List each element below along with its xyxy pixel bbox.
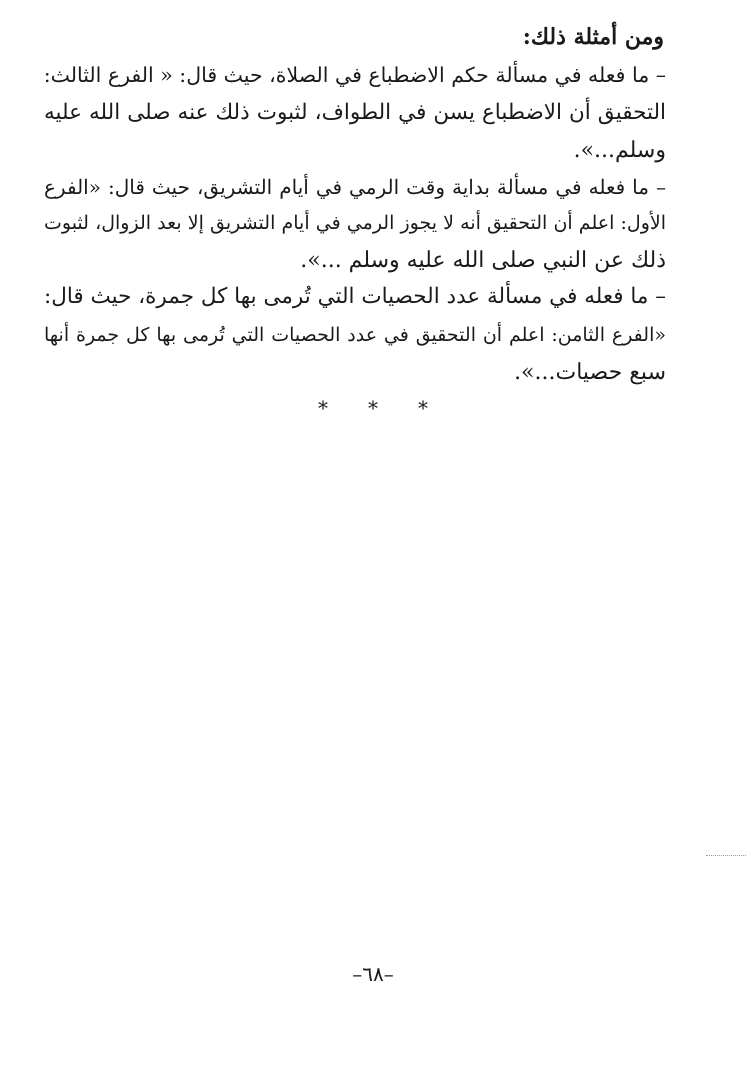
paragraph-3-line-1: – ما فعله في مسألة عدد الحصيات التي تُرمى بها كل جمرة، حيث قال: [43,284,666,309]
paragraph-1-line-1: – ما فعله في مسألة حكم الاضطباع في الصلاة، حيث قال: « الفرع الثالث: [43,63,666,87]
body-text [44,0,666,400]
paragraph-2-line-1: – ما فعله في مسألة بداية وقت الرمي في أيام التشريق، حيث قال: «الفرع [44,175,666,199]
margin-mark [706,855,746,857]
separator-star: * [368,396,378,420]
paragraph-1-line-3: وسلم...». [573,138,666,163]
section-heading: ومن أمثلة ذلك: [522,24,664,50]
paragraph-2-line-3: ذلك عن النبي صلى الله عليه وسلم ...». [300,248,666,273]
paragraph-3-line-3: سبع حصيات...». [514,360,666,385]
separator-star: * [318,396,328,420]
separator-star: * [418,396,428,420]
page-number: –٦٨– [352,962,394,986]
paragraph-2-line-2: الأول: اعلم أن التحقيق أنه لا يجوز الرمي في أيام التشريق إلا بعد الزوال، لثبوت [44,212,666,234]
paragraph-3-line-2: «الفرع الثامن: اعلم أن التحقيق في عدد الحصيات التي تُرمى بها كل جمرة أنها [44,324,666,346]
paragraph-1-line-2: التحقيق أن الاضطباع يسن في الطواف، لثبوت ذلك عنه صلى الله عليه [44,100,666,125]
section-separator [0,396,746,420]
